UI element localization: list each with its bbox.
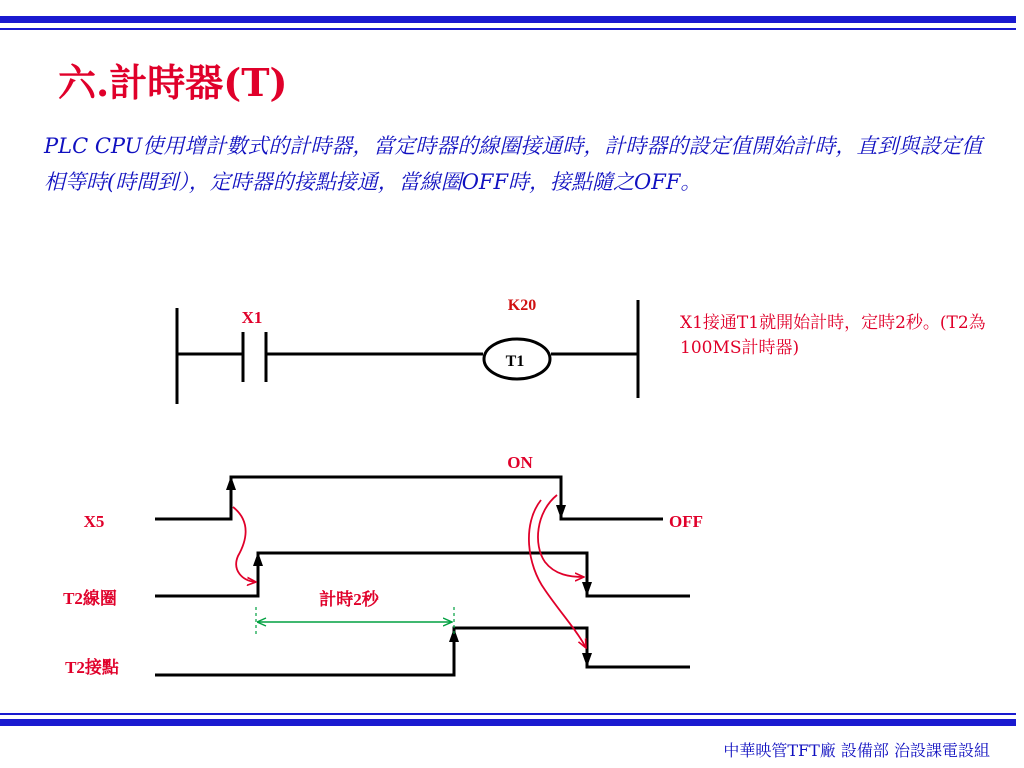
t2-contact-rise-arrow-icon: [449, 628, 459, 642]
rise-cause-curve: [233, 507, 256, 582]
t2-contact-waveform: [155, 628, 690, 675]
ladder-diagram: [177, 297, 638, 404]
off-label: OFF: [669, 512, 703, 531]
t2-contact-fall-arrow-icon: [582, 653, 592, 667]
footer-text: 中華映管TFT廠 設備部 治設課電設組: [723, 741, 990, 760]
signal-label-t2-coil: T2線圈: [63, 589, 117, 608]
t2-coil-waveform: [155, 553, 690, 596]
coil-label: T1: [505, 353, 525, 370]
x5-fall-arrow-icon: [556, 505, 566, 519]
on-label: ON: [507, 453, 533, 472]
bottom-bar-thin: [0, 713, 1016, 715]
signal-label-t2-contact: T2接點: [65, 658, 119, 677]
description-text: PLC CPU使用增計數式的計時器，當定時器的線圈接通時，計時器的設定值開始計時，直到與設定值相等時(時間到），定時器的接點接通，當線圈OFF時，接點隨之OFF。: [44, 134, 983, 194]
timing-diagram: [63, 453, 703, 677]
fall-cause-curve-contact: [529, 500, 586, 648]
interval-label: 計時2秒: [319, 590, 379, 609]
contact-label: X1: [241, 308, 263, 327]
signal-label-x5: X5: [83, 512, 105, 531]
t2-coil-fall-arrow-icon: [582, 582, 592, 596]
ladder-note: X1接通T1就開始計時，定時2秒。(T2為100MS計時器): [680, 313, 986, 358]
setpoint-label: K20: [507, 297, 537, 314]
bottom-bar-thick: [0, 719, 1016, 726]
page-title: 六.計時器(T): [58, 60, 288, 105]
